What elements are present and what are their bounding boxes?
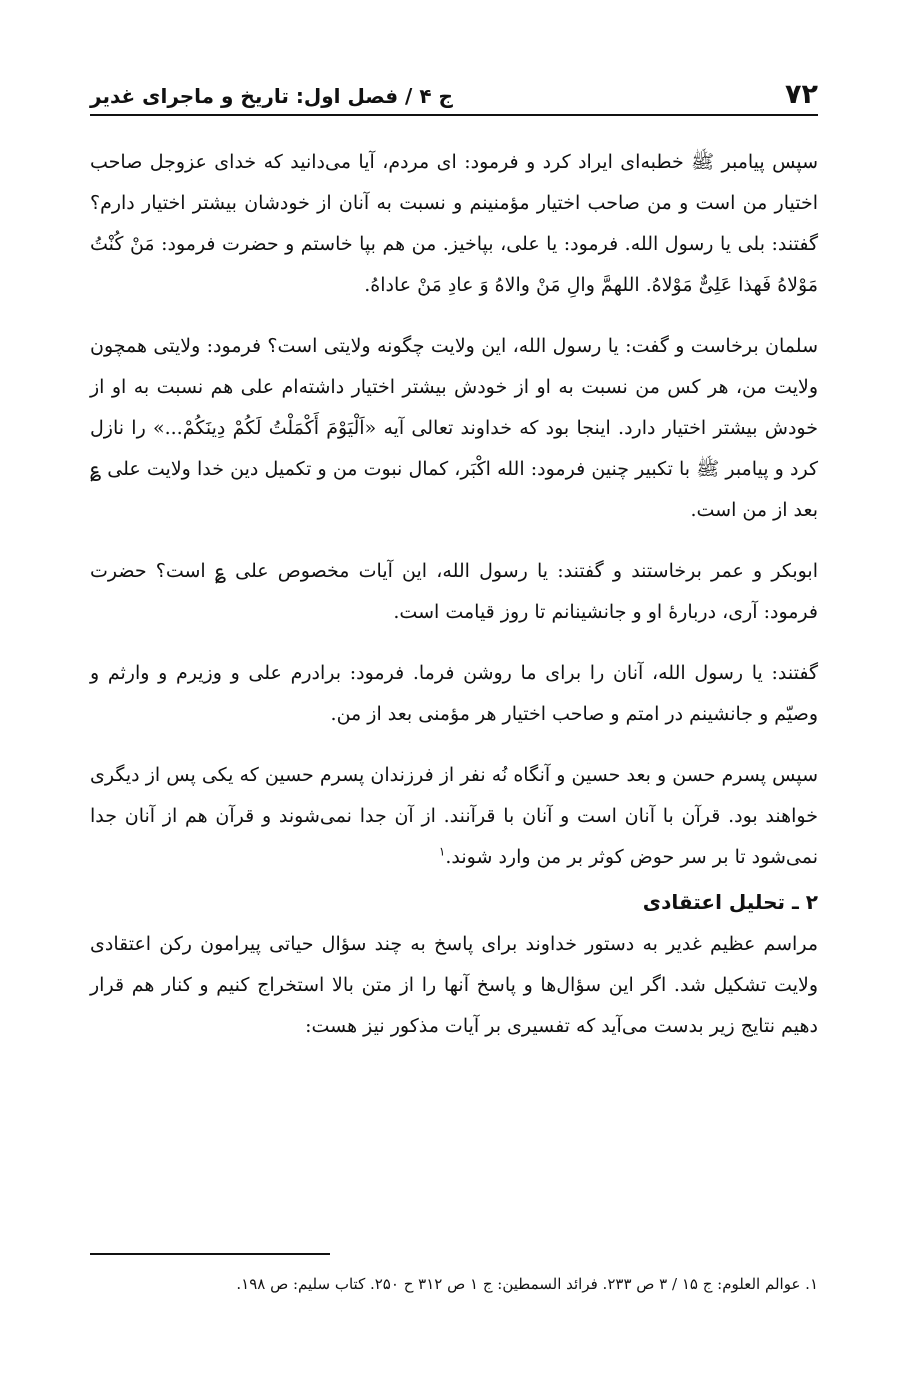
paragraph-analysis: مراسم عظیم غدیر به دستور خداوند برای پاسخ به چند سؤال حیاتی پیرامون رکن اعتقادی ولایت تشکیل شد. اگر این سؤال‌ها و پاسخ آنها را از متن بالا استخراج کنیم و کنار هم قرار دهیم نتایج زیر بدست می‌آید که تفسیری بر آیات مذکور نیز هست: [90,933,818,1037]
paragraph-quran [90,755,818,878]
page-body [90,142,818,1067]
paragraph-sermon: سپس پیامبر ﷺ خطبه‌ای ایراد کرد و فرمود: ای مردم، آیا می‌دانید که خدای عزوجل صاحب اختیار من است و من صاحب اختیار مؤمنینم و نسبت به آنان از خودشان بیشتر اختیار دارم؟ گفتند: بلی یا رسول الله. فرمود: یا علی، بپاخیز. من هم بپا خاستم و حضرت فرمود: مَنْ کُنْتُ مَوْلاهُ فَهذا عَلِیٌّ مَوْلاهُ. اللهمَّ والِ مَنْ والاهُ وَ عادِ مَنْ عاداهُ. [90,151,818,296]
page-header [90,74,818,110]
page-number: ۷۲ [785,79,818,110]
footnote-rule [90,1253,330,1255]
paragraph-salman: سلمان برخاست و گفت: یا رسول الله، این ولایت چگونه ولایتی است؟ فرمود: ولایتی همچون ولایت من، هر کس من نسبت به او از خودش بیشتر اختیار داشته‌ام علی هم نسبت به او از خودش بیشتر اختیار دارد. اینجا بود که خداوند تعالی آیه «اَلْیَوْمَ أَکْمَلْتُ لَکُمْ دِینَکُمْ...» را نازل کرد و پیامبر ﷺ با تکبیر چنین فرمود: الله اکْبَر، کمال نبوت من و تکمیل دین خدا ولایت علی ؏ بعد از من است. [90,335,818,521]
book-page [90,0,818,1390]
paragraph-quran-text: سپس پسرم حسن و بعد حسین و آنگاه نُه نفر از فرزندان پسرم حسین که یکی پس از دیگری خواهند بود. قرآن با آنان است و آنان با قرآنند. از آن جدا نمی‌شوند و قرآن هم از آنان جدا نمی‌شود تا بر سر حوض کوثر بر من وارد شوند. [90,764,818,868]
paragraph-question: ابوبکر و عمر برخاستند و گفتند: یا رسول الله، این آیات مخصوص علی ؏ است؟ حضرت فرمود: آری، دربارۀ او و جانشینانم تا روز قیامت است. [90,560,818,623]
header-rule [90,114,818,116]
section-heading: ۲ ـ تحلیل اعتقادی [642,890,818,914]
running-head: ج ۴ / فصل اول: تاریخ و ماجرای غدیر [90,84,453,108]
paragraph-successors: گفتند: یا رسول الله، آنان را برای ما روشن فرما. فرمود: برادرم علی و وزیرم و وارثم و وصیّم و جانشینم در امتم و صاحب اختیار هر مؤمنی بعد از من. [90,662,818,725]
footnote: ۱. عوالم العلوم: ج ۱۵ / ۳ ص ۲۳۳. فرائد السمطین: ج ۱ ص ۳۱۲ ح ۲۵۰. کتاب سلیم: ص ۱۹۸. [236,1275,818,1293]
footnote-reference: ۱ [438,844,446,859]
